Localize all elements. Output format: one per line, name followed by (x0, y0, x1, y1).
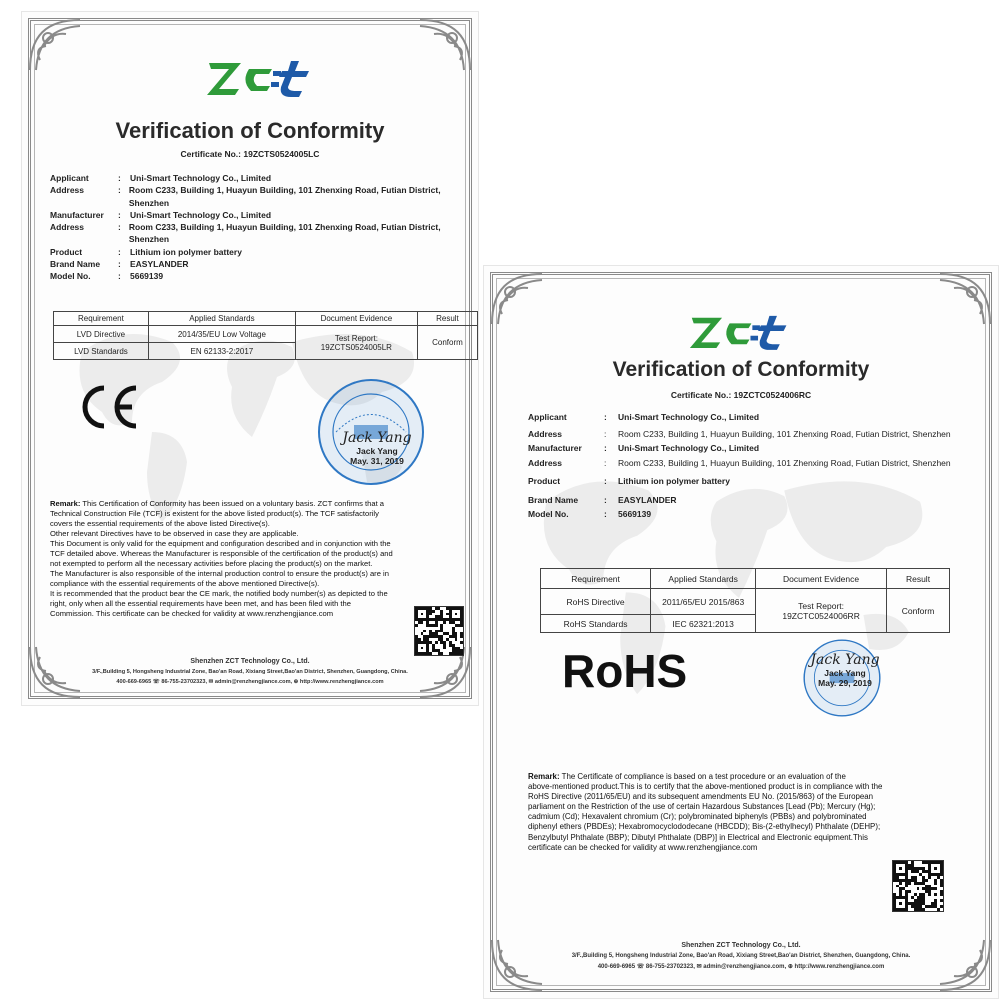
remark-line: This Certification of Conformity has been issued on a voluntary basis. ZCT confirms that a (82, 499, 385, 508)
table-header: Applied Standards (148, 312, 295, 326)
remark-label: Remark: (50, 499, 81, 508)
field-row: Address : Room C233, Building 1, Huayun Building, 101 Zhenxing Road, Futian District, Shenzhen (528, 458, 958, 470)
field-value: Uni-Smart Technology Co., Limited (130, 209, 272, 220)
table-cell: EN 62133-2:2017 (148, 343, 295, 360)
certificate-number (484, 390, 998, 400)
remark-label: Remark: (528, 772, 560, 781)
footer-address: 3/F.,Building 5, Hongsheng Industrial Zone, Bao'an Road, Xixiang Street,Bao'an District, Shenzhen, Guangdong, China. (92, 669, 408, 675)
evidence-label: Test Report: (334, 333, 378, 343)
result-cell: Conform (887, 589, 950, 633)
table-header-row (54, 312, 478, 326)
table-header: Requirement (54, 312, 149, 326)
table-row (54, 326, 478, 343)
remark-line: TCF detailed above. Whereas the Manufacturer is responsible of the certification of the product(s) and (50, 549, 393, 558)
certificate-number-label: Certificate No.: (670, 390, 732, 400)
qr-module (940, 908, 943, 911)
handwritten-signature: Jack Yang (342, 430, 412, 446)
signature-block (322, 430, 432, 466)
field-value: Room C233, Building 1, Huayun Building, 101 Zhenxing Road, Futian District, Shenzhen (128, 222, 441, 245)
remark-line: cadmium (Cd); Hexavalent chromium (Cr); polybrominated biphenyls (PBBs) and polybrominated (528, 812, 867, 822)
field-row: Applicant : Uni-Smart Technology Co., Limited (528, 412, 958, 424)
certificate-fields (528, 412, 958, 521)
qr-code (892, 860, 944, 912)
table-cell: RoHS Standards (541, 615, 651, 633)
remark-line: above-mentioned product.This is to certify that the above-mentioned product is in compliance with the (528, 782, 883, 792)
zct-logo (205, 55, 317, 99)
remark-line: This Document is only valid for the equipment and configuration described and in conjunction with the (50, 539, 391, 548)
remark-line: parliament on the Restriction of the use of certain Hazardous Substances [Lead (Pb); Mercury (Hg); (528, 802, 876, 812)
table-cell: RoHS Directive (541, 589, 651, 615)
ornament-corner-icon (26, 16, 84, 74)
field-value: 5669139 (130, 271, 164, 282)
remark-line: RoHS Directive (2011/65/EU) and its subsequent amendments EU No. (2015/863) of the European (528, 792, 874, 802)
certificate-number-value: 19ZCTS0524005LC (243, 149, 320, 159)
certificate-title: Verification of Conformity (115, 118, 385, 143)
evidence-number: 19ZCTS0524005LR (320, 342, 392, 352)
field-label: Address (528, 457, 563, 468)
field-value: EASYLANDER (618, 494, 677, 505)
certificate-number-label: Certificate No.: (180, 149, 241, 159)
field-row: Model No. : 5669139 (528, 509, 958, 521)
qr-module (460, 652, 463, 655)
evidence-number: 19ZCTC0524006RR (782, 610, 860, 621)
field-value: Uni-Smart Technology Co., Limited (618, 443, 760, 453)
qr-code (414, 606, 464, 656)
signature-block (790, 652, 900, 688)
ce-certificate (22, 12, 478, 705)
field-label: Manufacturer (528, 443, 582, 453)
table-header: Result (417, 312, 477, 326)
remark-line: diphenyl ethers (PBDEs); Hexabromocyclododecane (HBCDD); Bis-(2-ethylhecyl) Phthalate (DEHP); (528, 822, 881, 832)
remark-line: Other relevant Directives have to be observed in case they are applicable. (50, 529, 299, 538)
footer-contact: 400-669-6965 ☏ 86-755-23702323, ✉ admin@renzhengjiance.com, ⊕ http://www.renzhengjiance.com (597, 964, 885, 970)
field-row: Applicant : Uni-Smart Technology Co., Limited (50, 172, 450, 184)
table-cell: 2011/65/EU 2015/863 (651, 589, 756, 615)
field-value: Room C233, Building 1, Huayun Building, 101 Zhenxing Road, Futian District, Shenzhen (618, 457, 951, 468)
field-label: Manufacturer (50, 209, 104, 220)
table-cell: IEC 62321:2013 (651, 615, 756, 633)
field-value: EASYLANDER (130, 259, 189, 270)
table-header: Applied Standards (651, 569, 756, 589)
table-header-row (541, 569, 950, 589)
field-value: Lithium ion polymer battery (618, 476, 730, 486)
field-value: Uni-Smart Technology Co., Limited (618, 412, 760, 422)
field-row: Brand Name : EASYLANDER (50, 258, 450, 270)
table-cell: LVD Standards (54, 343, 149, 360)
field-row: Brand Name : EASYLANDER (528, 495, 958, 507)
field-value: Room C233, Building 1, Huayun Building, 101 Zhenxing Road, Futian District, Shenzhen (128, 185, 441, 208)
table-row (541, 589, 950, 615)
certificate-fields (50, 172, 450, 283)
remark-line: compliance with the essential requirements of the above mentioned Directive(s). (50, 579, 320, 588)
remark-text (50, 499, 468, 619)
zct-logo (688, 310, 794, 352)
handwritten-signature: Jack Yang (810, 652, 880, 668)
field-value: Lithium ion polymer battery (130, 246, 242, 257)
document-evidence-cell (295, 326, 417, 360)
result-cell: Conform (417, 326, 477, 360)
ornament-corner-icon (488, 270, 546, 328)
remark-line: certificate can be checked for validity at www.renzhengjiance.com (528, 842, 758, 852)
field-row: Manufacturer : Uni-Smart Technology Co., Limited (528, 443, 958, 455)
signer-name: Jack Yang (824, 668, 866, 678)
remark-line: Benzylbutyl Phthalate (BBP); Dibutyl Phthalate (DBP)] in Electrical and Electronic equipment.This (528, 832, 868, 842)
footer-company: Shenzhen ZCT Technology Co., Ltd. (190, 658, 310, 665)
field-row: Product : Lithium ion polymer battery (50, 246, 450, 258)
field-label: Model No. (528, 509, 569, 519)
remark-line: Technical Construction File (TCF) is existent for the above listed product(s). The TCF satisfactorily (50, 509, 379, 518)
table-header: Requirement (541, 569, 651, 589)
certificate-number-value: 19ZCTC0524006RC (733, 390, 812, 400)
footer-address: 3/F.,Building 5, Hongsheng Industrial Zone, Bao'an Road, Xixiang Street,Bao'an District, Shenzhen, Guangdong, China. (571, 953, 911, 959)
table-header: Document Evidence (756, 569, 887, 589)
remark-text (528, 772, 958, 853)
ornament-corner-icon (936, 270, 994, 328)
field-label: Product (528, 476, 561, 486)
ornament-corner-icon (416, 16, 474, 74)
field-label: Applicant (50, 173, 89, 183)
signature-date: May. 29, 2019 (818, 678, 872, 688)
remark-line: The Manufacturer is also responsible of the internal production control to ensure the product(s) are in (50, 569, 389, 578)
table-header: Document Evidence (295, 312, 417, 326)
field-label: Address (50, 185, 85, 196)
field-row: Address : Room C233, Building 1, Huayun Building, 101 Zhenxing Road, Futian District, Shenzhen (50, 221, 450, 246)
remark-line: Commission. This certificate can be checked for validity at www.renzhengjiance.com (50, 609, 334, 618)
signer-name: Jack Yang (356, 446, 398, 456)
field-row: Product : Lithium ion polymer battery (528, 476, 958, 488)
field-row: Model No. : 5669139 (50, 270, 450, 282)
certificate-number (22, 149, 478, 159)
evidence-label: Test Report: (798, 600, 844, 611)
remark-line: right, only when all the essential requirements have been met, and has been filed with the (50, 599, 351, 608)
field-label: Brand Name (50, 259, 101, 270)
signature-date: May. 31, 2019 (350, 456, 404, 466)
remark-line: covers the essential requirements of the above listed Directive(s). (50, 519, 270, 528)
document-evidence-cell (756, 589, 887, 633)
rohs-mark: RoHS (562, 645, 688, 697)
field-label: Brand Name (528, 494, 579, 505)
field-label: Product (50, 246, 83, 257)
ce-mark-icon (74, 382, 144, 432)
field-value: 5669139 (618, 509, 652, 519)
remark-line: not exempted to perform all the necessary activities before placing the product(s) on the market. (50, 559, 373, 568)
field-value: Uni-Smart Technology Co., Limited (130, 173, 272, 183)
field-row: Address : Room C233, Building 1, Huayun Building, 101 Zhenxing Road, Futian District, Shenzhen (528, 429, 958, 441)
field-row: Address : Room C233, Building 1, Huayun Building, 101 Zhenxing Road, Futian District, Shenzhen (50, 184, 450, 209)
standards-table (53, 311, 478, 360)
rohs-certificate (484, 266, 998, 998)
remark-line: The Certificate of compliance is based on a test procedure or an evaluation of the (561, 772, 846, 781)
field-value: Room C233, Building 1, Huayun Building, 101 Zhenxing Road, Futian District, Shenzhen (618, 428, 951, 439)
table-cell: 2014/35/EU Low Voltage (148, 326, 295, 343)
certificate-title: Verification of Conformity (612, 358, 870, 381)
table-header: Result (887, 569, 950, 589)
field-label: Applicant (528, 412, 567, 422)
footer-contact: 400-669-6965 ☏ 86-755-23702323, ✉ admin@renzhengjiance.com, ⊕ http://www.renzhengjiance.com (116, 679, 384, 685)
standards-table (540, 568, 950, 633)
field-label: Model No. (50, 271, 91, 282)
remark-line: It is recommended that the product bear the CE mark, the notified body number(s) as depicted to the (50, 589, 388, 598)
field-row: Manufacturer : Uni-Smart Technology Co., Limited (50, 209, 450, 221)
footer-company: Shenzhen ZCT Technology Co., Ltd. (681, 942, 801, 949)
field-label: Address (50, 222, 85, 233)
table-cell: LVD Directive (54, 326, 149, 343)
field-label: Address (528, 428, 563, 439)
